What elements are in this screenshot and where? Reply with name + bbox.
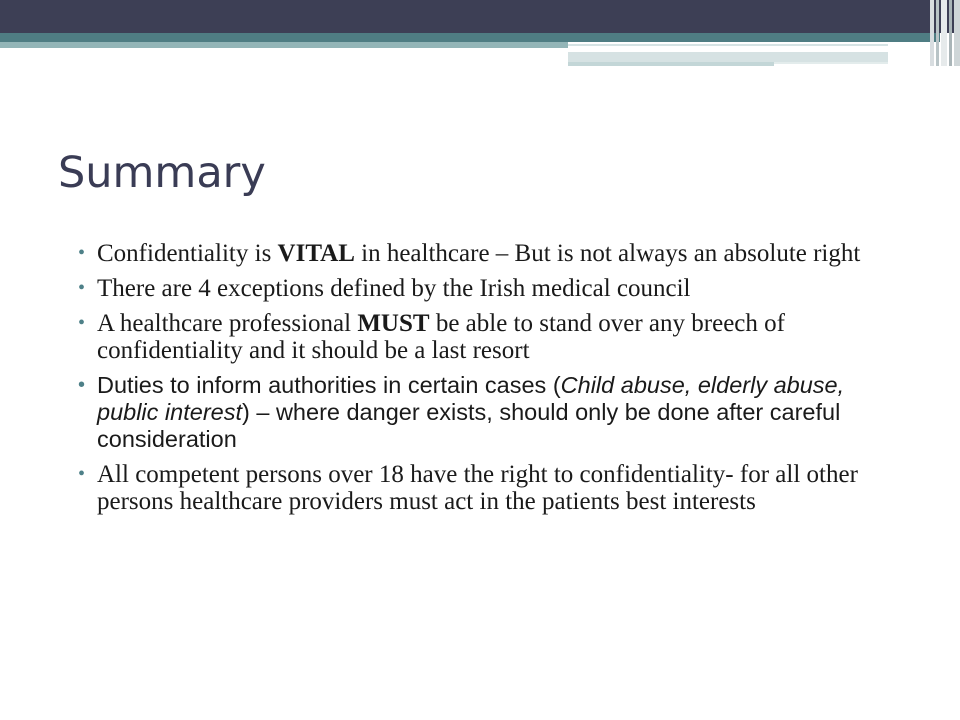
bullet-icon: • — [78, 463, 86, 485]
bullet-list — [78, 240, 898, 523]
bullet-item: • A healthcare professional MUST be able to stand over any breech of confidentiality and it should be a last resort — [78, 310, 785, 364]
slide-title: Summary — [58, 148, 266, 198]
bullet-icon: • — [78, 277, 86, 299]
bullet-item: • There are 4 exceptions defined by the Irish medical council — [78, 275, 691, 302]
header-accent-line — [774, 62, 888, 64]
bullet-icon: • — [78, 242, 86, 264]
header-vertical-stripes — [930, 0, 960, 66]
header-accent-line — [568, 52, 888, 62]
bullet-item: • All competent persons over 18 have the right to confidentiality- for all other persons healthcare providers must act in the patients best interests — [78, 461, 858, 515]
header-teal-band — [0, 33, 940, 42]
header-light-band — [0, 42, 568, 48]
header-dark-band — [0, 0, 960, 33]
header-accent-line — [568, 44, 888, 46]
bullet-icon: • — [78, 374, 86, 396]
header-accent-line — [568, 62, 774, 66]
bullet-item: • Confidentiality is VITAL in healthcare – But is not always an absolute right — [78, 240, 861, 267]
bullet-icon: • — [78, 312, 86, 334]
bullet-item: • Duties to inform authorities in certain cases (Child abuse, elderly abuse, public interest) – where danger exists, should only be done after careful consideration — [78, 372, 845, 452]
